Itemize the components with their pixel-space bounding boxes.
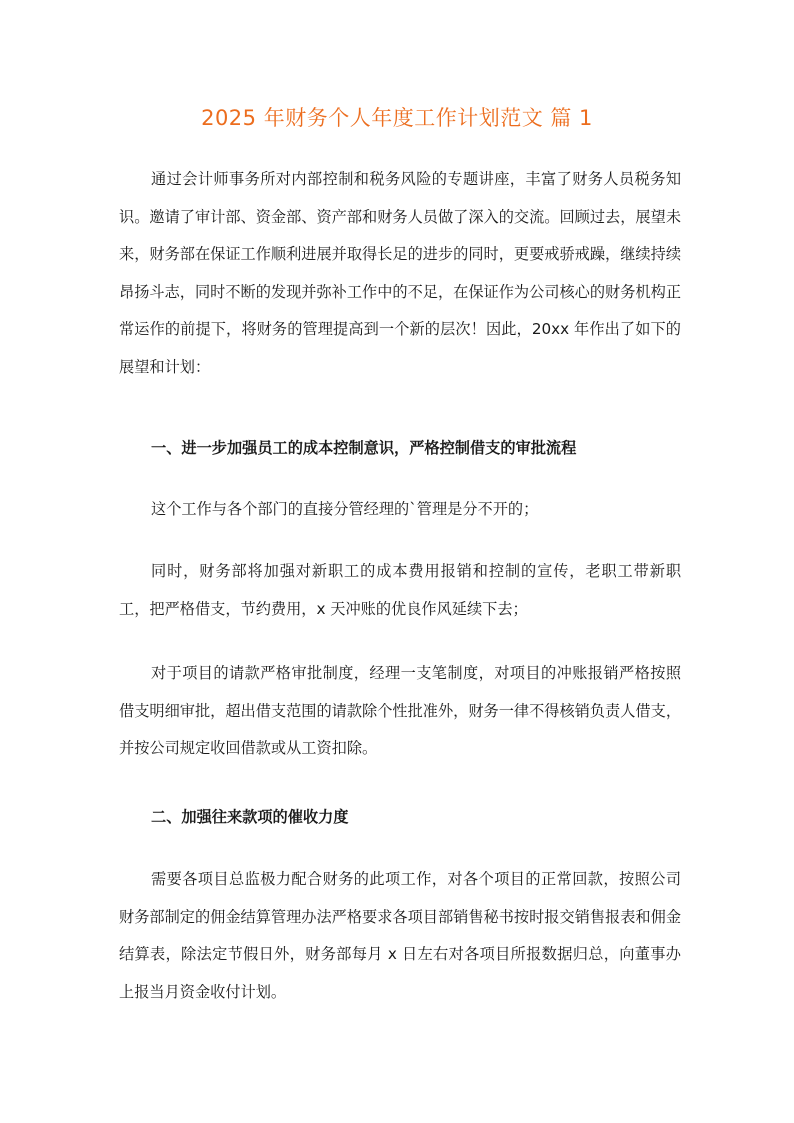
section-1-paragraph-2: 同时，财务部将加强对新职工的成本费用报销和控制的宣传，老职工带新职工，把严格借支，节约费用，x 天冲账的优良作风延续下去； [119,562,681,618]
section-2-paragraph-1: 需要各项目总监极力配合财务的此项工作，对各个项目的正常回款，按照公司财务部制定的佣金结算管理办法严格要求各项目部销售秘书按时报交销售报表和佣金结算表，除法定节假日外，财务部每月 x 日左右对各项目所报数据归总，向董事办上报当月资金收付计划。 [119,870,681,1001]
section-1-heading: 一、进一步加强员工的成本控制意识，严格控制借支的审批流程 [151,439,577,457]
document-title: 2025 年财务个人年度工作计划范文 篇 1 [201,106,593,130]
section-1-paragraph-1: 这个工作与各个部门的直接分管经理的`管理是分不开的； [151,500,539,518]
section-1-paragraph-3: 对于项目的请款严格审批制度，经理一支笔制度，对项目的冲账报销严格按照借支明细审批，超出借支范围的请款除个性批准外，财务一律不得核销负责人借支，并按公司规定收回借款或从工资扣除。 [119,664,681,757]
section-2-heading: 二、加强往来款项的催收力度 [151,808,349,826]
intro-paragraph: 通过会计师事务所对内部控制和税务风险的专题讲座，丰富了财务人员税务知识。邀请了审计部、资金部、资产部和财务人员做了深入的交流。回顾过去，展望未来，财务部在保证工作顺利进展并取得长足的进步的同时，更要戒骄戒躁，继续持续昂扬斗志，同时不断的发现并弥补工作中的不足，在保证作为公司核心的财务机构正常运作的前提下，将财务的管理提高到一个新的层次！因此，20xx 年作出了如下的展望和计划： [119,170,681,376]
